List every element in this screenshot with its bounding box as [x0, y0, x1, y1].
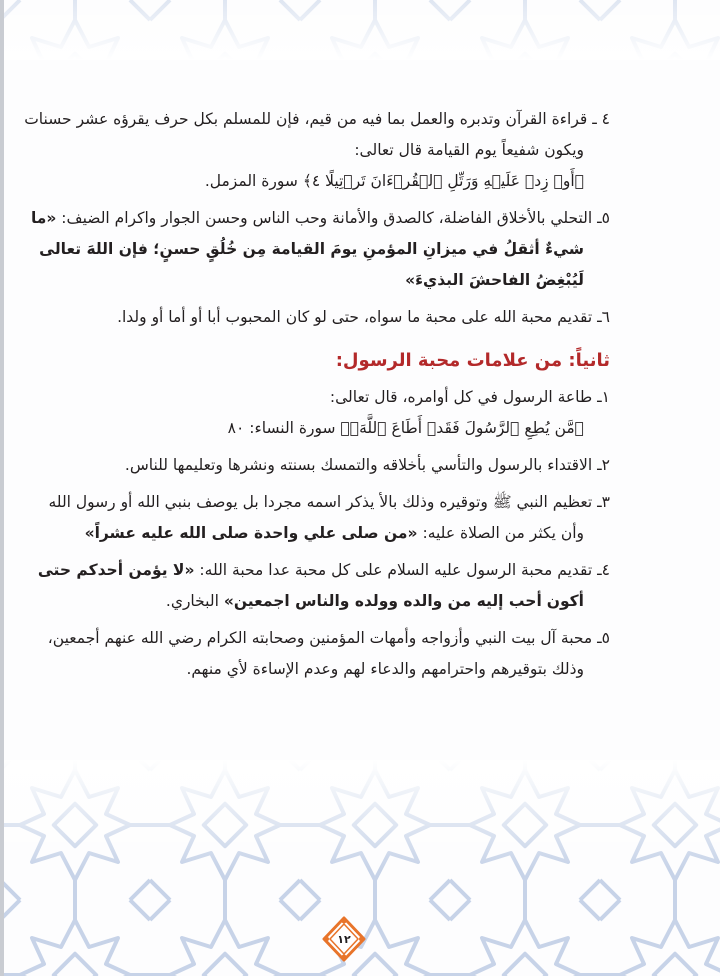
page-number: ١٢ [337, 932, 351, 946]
verse-reference: سورة النساء: ٨٠ [227, 419, 336, 437]
item-love-family-line2: وذلك بتوقيرهم واحترامهم والدعاء لهم وعدم الإساءة لأي منهم. [186, 660, 584, 678]
hadith-salawat: «من صلى علي واحدة صلى الله عليه عشراً» [84, 524, 418, 542]
item-love-messenger [24, 555, 610, 617]
quran-verse-muzzammil: ﴿أَوۡ زِدۡ عَلَيۡهِ وَرَتِّلِ ٱلۡقُرۡءَانَ تَرۡتِيلًا ٤﴾ [302, 172, 584, 190]
hadith-good-manners-line2: لَيُبْغِضُ الفاحشَ البذيءَ» [405, 271, 584, 289]
hadith-good-manners: «ما شيءٌ أثقلُ في ميزانِ المؤمنِ يومَ القيامة مِن خُلُقٍ حسنٍ؛ فإن اللهَ تعالى [30, 209, 584, 258]
hadith-reference: البخاري. [165, 592, 219, 610]
item-love-family [24, 623, 610, 685]
item-quran-reading-line2: حسنات ويكون شفيعاً يوم القيامة قال تعالى: [24, 110, 584, 159]
page-number-badge [322, 916, 366, 962]
verse-reference: سورة المزمل. [204, 172, 298, 190]
item-good-manners [24, 203, 610, 296]
line-prefix: ٤ـ تقديم محبة الرسول عليه السلام على كل محبة عدا محبة الله: [194, 561, 610, 579]
hadith-faith: «لا يؤمن أحدكم حتى أكون [37, 561, 584, 610]
item-honor-prophet-line1: ٣ـ تعظيم النبي ﷺ وتوقيره وذلك بالأ يذكر اسمه مجردا بل يوصف بنبي الله أو رسول الله [48, 493, 610, 511]
item-quran-reading [24, 104, 610, 197]
line-prefix: وأن يكثر من الصلاة عليه: [417, 524, 584, 542]
hadith-faith-line2: أحب إليه من والده وولده والناس اجمعين» [223, 592, 542, 610]
item-follow-messenger: ٢ـ الاقتداء بالرسول والتأسي بأخلاقه والتمسك بسنته ونشرها وتعليمها للناس. [124, 456, 610, 474]
item-obey-messenger-line1: ١ـ طاعة الرسول في كل أوامره، قال تعالى: [329, 388, 610, 406]
quran-verse-line [24, 413, 584, 444]
quran-verse-line [24, 166, 584, 197]
item-love-family-line1: ٥ـ محبة آل بيت النبي وأزواجه وأمهات المؤمنين وصحابته الكرام رضي الله عنهم أجمعين، [47, 629, 610, 647]
section-title: ثانياً: من علامات محبة الرسول: [335, 350, 610, 371]
quran-verse-nisa: ﴿مَّن يُطِعِ ٱلرَّسُولَ فَقَدۡ أَطَاعَ ٱللَّهَۖ﴾ [340, 419, 584, 437]
item-quran-reading-line1: ٤ ـ قراءة القرآن وتدبره والعمل بما فيه من قيم، فإن للمسلم بكل حرف يقرؤه عشر [76, 110, 610, 128]
item-obey-messenger [24, 382, 610, 444]
document-page [24, 104, 610, 691]
item-love-allah-first: ٦ـ تقديم محبة الله على محبة ما سواه، حتى لو كان المحبوب أبا أو أما أو ولدا. [117, 308, 610, 326]
line-prefix: الضيف: [56, 209, 110, 227]
item-honor-prophet [24, 487, 610, 549]
page-edge-shadow [0, 0, 4, 976]
item-good-manners-line1: ٥ـ التحلي بالأخلاق الفاضلة، كالصدق والأمانة وحب الناس وحسن الجوار واكرام [114, 209, 610, 227]
